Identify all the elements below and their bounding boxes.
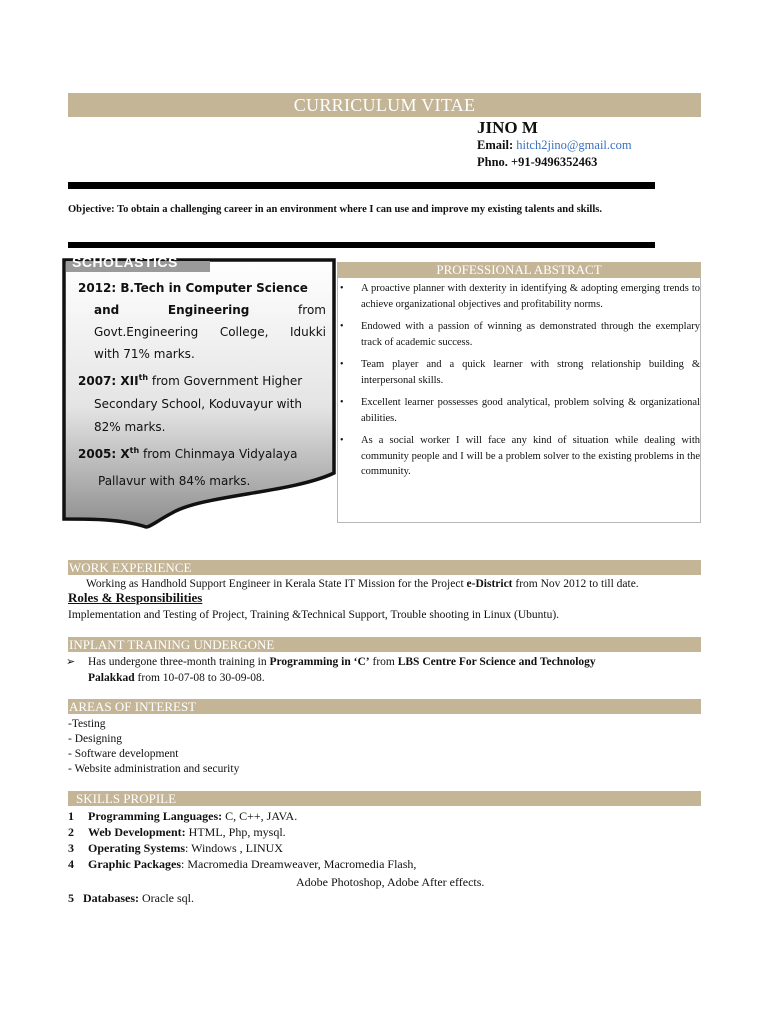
inplant-training-item: ➢ Has undergone three-month training in Programming in ‘C’ from LBS Centre For Science and Technology Palakkad from 10-07-08 to 30-09-08. <box>66 656 596 684</box>
list-item: • As a social worker I will face any kind of situation while dealing with community people and I will be a problem solver to the existing problems in the community. <box>340 435 700 477</box>
phone-line: Phno. +91-9496352463 <box>477 155 598 169</box>
inplant-training-heading: INPLANT TRAINING UNDERGONE <box>68 637 701 652</box>
skill-item: 4 Graphic Packages: Macromedia Dreamweaver, Macromedia Flash, <box>68 857 417 871</box>
skill-item: 2 Web Development: HTML, Php, mysql. <box>68 825 286 839</box>
scholastics-entry-x-line2: Pallavur with 84% marks. <box>98 474 251 488</box>
list-item: • Endowed with a passion of winning as demonstrated through the exemplary track of academic success. <box>340 321 700 348</box>
areas-of-interest-list <box>68 717 239 777</box>
scholastics-entry-btech-line3: Govt.Engineering College, Idukki <box>94 325 326 339</box>
scholastics-entry-xii-line2: Secondary School, Koduvayur with <box>94 397 303 411</box>
list-item: - Software development <box>68 748 179 760</box>
skill-item: 1 Programming Languages: C, C++, JAVA. <box>68 809 298 823</box>
cv-title: CURRICULUM VITAE <box>293 95 476 115</box>
list-item: • A proactive planner with dexterity in identifying & adopting emerging trends to achieve organizational objectives and profitability norms. <box>340 283 700 310</box>
areas-of-interest-heading: AREAS OF INTEREST <box>68 699 701 714</box>
candidate-name: JINO M <box>477 118 538 137</box>
roles-heading: Roles & Responsibilities <box>68 590 203 605</box>
skill-item: 3 Operating Systems: Windows , LINUX <box>68 841 283 855</box>
list-item: - Designing <box>68 733 122 745</box>
scholastics-entry-xii: 2007: XIIth from Government Higher <box>78 373 303 388</box>
objective-text: Objective: To obtain a challenging career in an environment where I can use and improve my existing talents and skills. <box>68 204 602 215</box>
bullet-icon: • <box>340 397 344 408</box>
bullet-icon: • <box>340 359 344 370</box>
roles-text: Implementation and Testing of Project, Training &Technical Support, Trouble shooting in Linux (Ubuntu). <box>68 609 560 621</box>
cv-title-band <box>68 93 701 117</box>
list-item: -Testing <box>68 718 106 730</box>
list-item: • Excellent learner possesses good analytical, problem solving & organizational abilities. <box>340 397 700 424</box>
objective-divider <box>68 242 655 248</box>
bullet-icon: • <box>340 435 344 446</box>
skill-item-databases: 5 Databases: Oracle sql. <box>68 891 194 905</box>
skill-item-continuation: Adobe Photoshop, Adobe After effects. <box>296 875 485 889</box>
professional-abstract-heading: PROFESSIONAL ABSTRACT <box>337 262 701 278</box>
list-item: • Team player and a quick learner with strong relationship building & interpersonal skills. <box>340 359 700 386</box>
arrow-bullet-icon: ➢ <box>66 656 76 668</box>
skills-heading: SKILLS PROPILE <box>68 791 701 806</box>
email-link[interactable]: hitch2jino@gmail.com <box>516 138 632 152</box>
scholastics-entry-btech-line2: and Engineering from <box>94 303 326 317</box>
scholastics-entry-xii-line3: 82% marks. <box>94 420 166 434</box>
email-label: Email: <box>477 138 514 152</box>
list-item: - Website administration and security <box>68 763 240 775</box>
scholastics-entry-x: 2005: Xth from Chinmaya Vidyalaya <box>78 446 298 461</box>
scholastics-panel <box>62 254 336 529</box>
top-divider <box>68 182 655 189</box>
skills-list <box>68 808 416 872</box>
scholastics-entry-btech: 2012: B.Tech in Computer Science <box>78 281 308 295</box>
email-line <box>477 138 632 153</box>
work-experience-heading: WORK EXPERIENCE <box>68 560 701 575</box>
bullet-icon: • <box>340 283 344 294</box>
work-experience-text: Working as Handhold Support Engineer in Kerala State IT Mission for the Project e-District from Nov 2012 to till date. <box>86 578 639 590</box>
professional-abstract-list <box>340 281 700 487</box>
bullet-icon: • <box>340 321 344 332</box>
scholastics-heading: SCHOLASTICS <box>72 254 178 270</box>
scholastics-entry-btech-line4: with 71% marks. <box>94 347 195 361</box>
